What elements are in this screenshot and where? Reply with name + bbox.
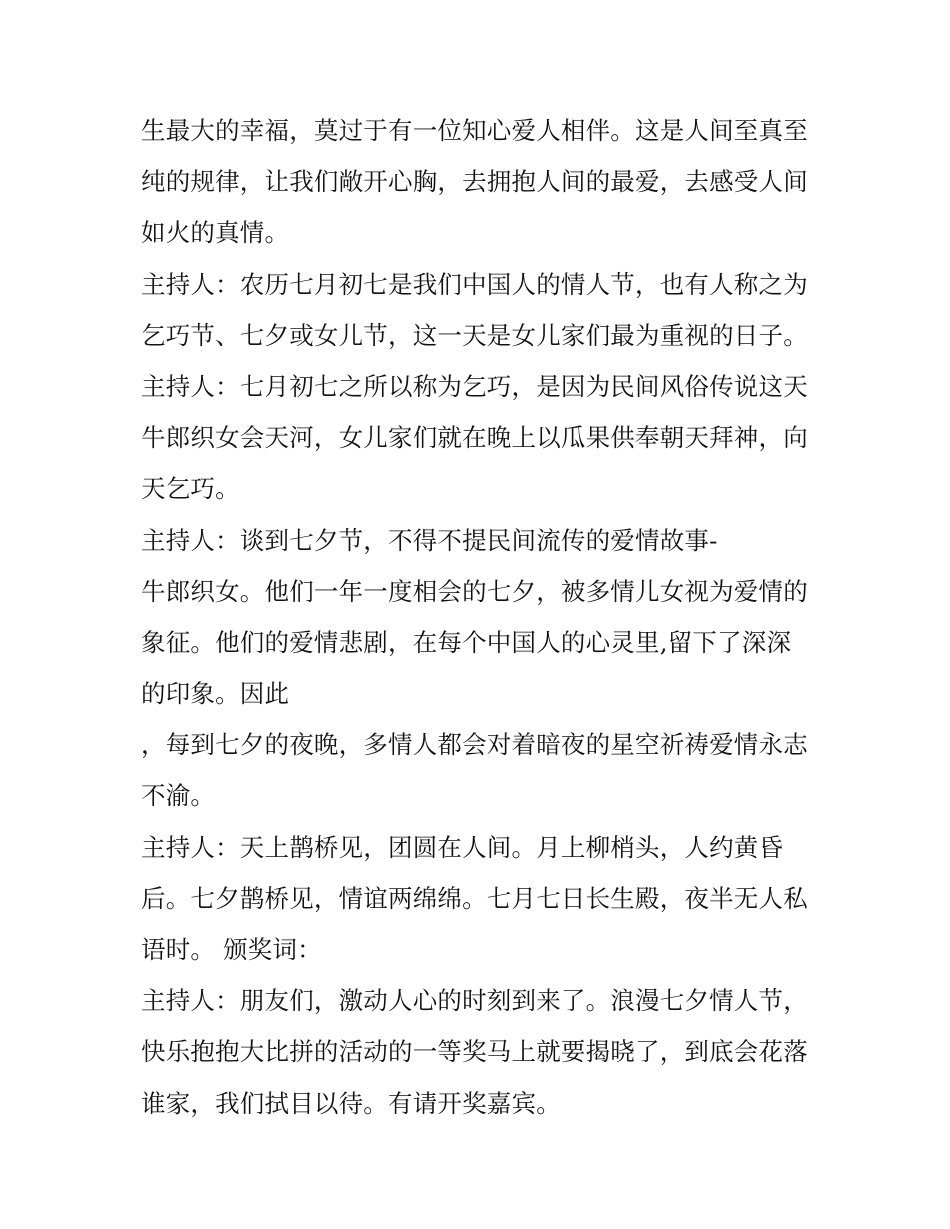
text-line: 乞巧节、七夕或女儿节，这一天是女儿家们最为重视的日子。 <box>141 320 808 350</box>
text-line: 后。七夕鹊桥见，情谊两绵绵。七月七日长生殿，夜半无人私 <box>141 883 808 913</box>
text-line: 天乞巧。 <box>141 474 240 504</box>
text-line: 谁家，我们拭目以待。有请开奖嘉宾。 <box>141 1088 561 1118</box>
text-line: 不渝。 <box>141 781 216 811</box>
text-line: 主持人：天上鹊桥见，团圆在人间。月上柳梢头，人约黄昏 <box>141 832 784 862</box>
text-line: 主持人：谈到七夕节，不得不提民间流传的爱情故事- <box>141 525 718 555</box>
text-line: 主持人：朋友们，激动人心的时刻到来了。浪漫七夕情人节， <box>141 986 808 1016</box>
text-line: 牛郎织女。他们一年一度相会的七夕，被多情儿女视为爱情的 <box>141 576 808 606</box>
text-line: 快乐抱抱大比拼的活动的一等奖马上就要揭晓了，到底会花落 <box>141 1037 808 1067</box>
text-line: 生最大的幸福，莫过于有一位知心爱人相伴。这是人间至真至 <box>141 116 808 145</box>
document-body-text <box>141 105 821 1129</box>
text-line: 的印象。因此 <box>141 679 290 709</box>
text-line: 主持人：七月初七之所以称为乞巧，是因为民间风俗传说这天 <box>141 371 808 401</box>
text-line: 如火的真情。 <box>141 218 290 248</box>
text-line: 象征。他们的爱情悲剧，在每个中国人的心灵里,留下了深深 <box>141 627 792 657</box>
text-line: 纯的规律，让我们敞开心胸，去拥抱人间的最爱，去感受人间 <box>141 167 808 197</box>
text-line: 主持人：农历七月初七是我们中国人的情人节，也有人称之为 <box>141 269 808 299</box>
text-line: ，每到七夕的夜晚，多情人都会对着暗夜的星空祈祷爱情永志 <box>141 730 808 760</box>
text-line: 牛郎织女会天河，女儿家们就在晚上以瓜果供奉朝天拜神，向 <box>141 423 808 453</box>
text-line: 语时。 颁奖词： <box>141 935 322 964</box>
